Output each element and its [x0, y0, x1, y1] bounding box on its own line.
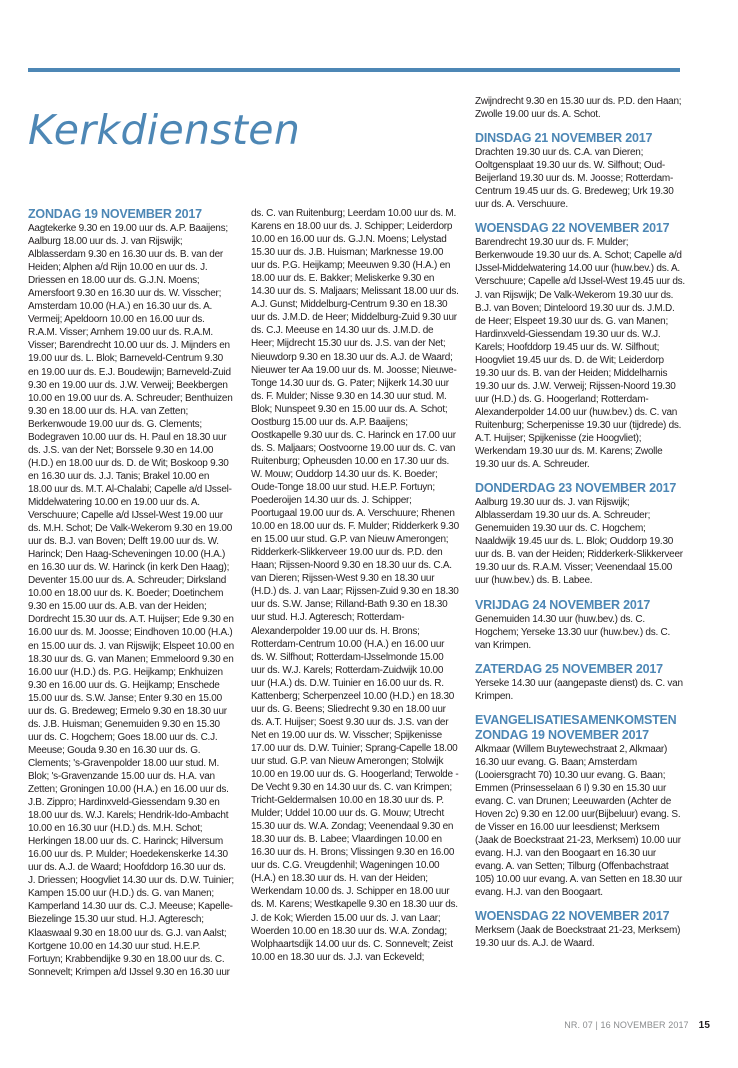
service-list: Genemuiden 14.30 uur (huw.bev.) ds. C. Hogchem; Yerseke 13.30 uur (huw.bev.) ds. C. van Krimpen. — [475, 613, 671, 651]
column-1 — [28, 207, 234, 979]
service-list: Aalburg 19.30 uur ds. J. van Rijswijk; Alblasserdam 19.30 uur ds. A. Schreuder; Genemuiden 19.30 uur ds. C. Hogchem; Naaldwijk 19.45 uur ds. L. Blok; Ouddorp 19.30 uur ds. B. van der Heiden; Ridderkerk-Slikkerveer 19.30 uur ds. R.A.M. Visser; Veenendaal 15.00 uur (huw.bev.) ds. B. Labee. — [475, 497, 683, 587]
day-heading: ZATERDAG 25 NOVEMBER 2017 — [475, 661, 663, 676]
issue-info: NR. 07 | 16 NOVEMBER 2017 — [564, 1020, 689, 1030]
service-list: Aagtekerke 9.30 en 19.00 uur ds. A.P. Baaijens; Aalburg 18.00 uur ds. J. van Rijswijk; Alblasserdam 9.30 en 16.30 uur ds. B. van der Heiden; Alphen a/d Rijn 10.00 en uur ds. J. Driessen en 18.00 uur ds. G.J.N. Moens; Amersfoort 9.30 en 16.30 uur ds. W. Visscher; Amsterdam 10.00 (H.A.) en 16.30 uur ds. A. Vermeij; Apeldoorn 10.00 en 16.00 uur ds. R.A.M. Visser; Arnhem 19.00 uur ds. R.A.M. Visser; Barendrecht 10.00 uur ds. J. Mijnders en 19.00 uur ds. L. Blok; Barneveld-Centrum 9.30 en 19.00 uur ds. E.J. Boudewijn; Barneveld-Zuid 9.30 en 19.00 uur ds. J.W. Verweij; Beekbergen 10.00 en 19.00 uur ds. A. Schreuder; Benthuizen 9.30 en 18.00 uur ds. H.A. van Zetten; Berkenwoude 19.00 uur ds. G. Clements; Bodegraven 10.00 uur ds. H. Paul en 18.30 uur ds. J.S. van der Net; Borssele 9.30 en 14.00 (H.D.) en 18.00 uur ds. D. de Wit; Boskoop 9.30 en 16.30 uur ds. J.J. Tanis; Brakel 10.00 en 18.00 uur ds. M.T. Al-Chalabi; Capelle a/d IJssel-Middelwatering 10.00 en 19.00 uur ds. A. Verschuure; Capelle a/d IJssel-West 19.00 uur ds. M.H. Schot; De Valk-Wekerom 9.30 en 19.00 uur ds. B.J. van Boven; Delft 19.00 uur ds. W. Harinck; Den Haag-Scheveningen 10.00 (H.A.) en 16.30 uur ds. W. Harinck (in kerk Den Haag); Deventer 15.00 uur ds. A. Schreuder; Dirksland 10.00 en 18.00 uur ds. K. Boeder; Doetinchem 9.30 en 15.00 uur ds. A.B. van der Heiden; Dordrecht 15.30 uur ds. A.T. Huijser; Ede 9.30 en 16.00 uur ds. M. Joosse; Eindhoven 10.00 (H.A.) en 15.00 uur ds. J. van Rijswijk; Elspeet 10.00 en 18.30 uur ds. G. van Manen; Emmeloord 9.30 en 16.00 uur (H.D.) ds. P.G. Heijkamp; Enkhuizen 9.30 en 16.00 uur ds. G. Heijkamp; Enschede 15.00 uur ds. S.W. Janse; Enter 9.30 en 15.00 uur ds. G. Bredeweg; Ermelo 9.30 en 18.30 uur ds. J.B. Huisman; Genemuiden 9.30 en 15.30 uur ds. C. Hogchem; Goes 18.00 uur ds. C.J. Meeuse; Gouda 9.30 en 16.30 uur ds. G. Clements; 's-Gravenpolder 18.00 uur stud. M. Blok; 's-Gravenzande 15.00 uur ds. H.A. van Zetten; Groningen 10.00 (H.A.) en 16.00 uur ds. J.B. Zippro; Hardinxveld-Giessendam 9.30 en 18.00 uur ds. W.J. Karels; Hendrik-Ido-Ambacht 10.00 en 16.30 uur (H.D.) ds. M.H. Schot; Herkingen 18.00 uur ds. C. Harinck; Hilversum 16.00 uur ds. P. Mulder; Hoedekenskerke 14.30 uur ds. A.J. de Waard; Hoofddorp 16.30 uur ds. J. Driessen; Hoogvliet 14.30 uur ds. D.W. Tuinier; Kampen 15.00 uur (H.D.) ds. G. van Manen; Kamperland 14.30 uur ds. C.J. Meeuse; Kapelle-Biezelinge 15.30 uur stud. H.J. Agteresch; Klaaswaal 9.30 en 18.00 uur ds. G.J. van Aalst; Kortgene 10.00 en 14.30 uur stud. H.E.P. Fortuyn; Krabbendijke 9.30 en 18.00 uur ds. C. Sonnevelt; Krimpen a/d IJssel 9.30 en 16.30 uur — [28, 223, 234, 978]
service-list: Drachten 19.30 uur ds. C.A. van Dieren; Ooltgensplaat 19.30 uur ds. W. Silfhout; Oud-Beijerland 19.30 uur ds. M. Joosse; Rotterdam-Centrum 19.45 uur ds. G. Bredeweg; Urk 19.30 uur ds. A. Verschuure. — [475, 147, 674, 211]
page-footer — [520, 1020, 710, 1031]
day-heading: VRIJDAG 24 NOVEMBER 2017 — [475, 597, 651, 612]
day-heading: ZONDAG 19 NOVEMBER 2017 — [475, 727, 649, 742]
day-heading: WOENSDAG 22 NOVEMBER 2017 — [475, 221, 670, 236]
service-list: Alkmaar (Willem Buytewechstraat 2, Alkmaar) 16.30 uur evang. G. Baan; Amsterdam (Looiersgracht 70) 10.30 uur evang. G. Baan; Emmen (Prinsesselaan 6 I) 9.30 en 15.30 uur evang. C. van Drunen; Leeuwarden (Achter de Hoven 2c) 9.30 en 12.00 uur(Bijbeluur) evang. S. de Visser en 16.00 uur leesdienst; Merksem (Jaak de Boeckstraat 21-23, Merksem) 10.00 uur evang. H.J. van den Boogaart en 16.30 uur evang. A. van Setten; Tilburg (Offenbachstraat 105) 10.00 uur evang. A. van Setten en 18.30 uur evang. H.J. van den Boogaart. — [475, 743, 683, 899]
day-heading: DONDERDAG 23 NOVEMBER 2017 — [475, 481, 677, 496]
service-list: Yerseke 14.30 uur (aangepaste dienst) ds. C. van Krimpen. — [475, 677, 683, 702]
service-list: Barendrecht 19.30 uur ds. F. Mulder; Berkenwoude 19.30 uur ds. A. Schot; Capelle a/d IJssel-Middelwatering 14.00 uur (huw.bev.) ds. A. Verschuure; Capelle a/d IJssel-West 19.45 uur ds. J. van Rijswijk; De Valk-Wekerom 19.30 uur ds. B.J. van Boven; Dinteloord 19.30 uur ds. J.M.D. de Heer; Elspeet 19.30 uur ds. G. van Manen; Hardinxveld-Giessendam 19.30 uur ds. W.J. Karels; Hoofddorp 19.45 uur ds. W. Silfhout; Hoogvliet 19.45 uur ds. D. de Wit; Leiderdorp 19.30 uur ds. B. van der Heiden; Middelharnis 19.30 uur ds. J.W. Verweij; Rijssen-Noord 19.30 uur (H.D.) ds. G. Hoogerland; Rotterdam-Alexanderpolder 14.00 uur (huw.bev.) ds. C. van Ruitenburg; Scherpenisse 19.30 uur (tijdrede) ds. A.T. Huijser; Spijkenisse (zie Hoogvliet); Werkendam 19.30 uur ds. M. Karens; Zwolle 19.30 uur ds. A. Schreuder. — [475, 237, 685, 471]
service-list: ds. C. van Ruitenburg; Leerdam 10.00 uur ds. M. Karens en 18.00 uur ds. J. Schipper; Leiderdorp 10.00 en 16.00 uur ds. G.J.N. Moens; Lelystad 15.30 uur ds. J.B. Huisman; Marknesse 19.00 uur ds. P.G. Heijkamp; Meeuwen 9.30 (H.A.) en 18.00 uur ds. E. Bakker; Meliskerke 9.30 en 14.30 uur ds. S. Maljaars; Melissant 18.00 uur ds. A.J. Gunst; Middelburg-Centrum 9.30 en 18.30 uur ds. J.M.D. de Heer; Middelburg-Zuid 9.30 uur ds. C.J. Meeuse en 14.30 uur ds. J.M.D. de Heer; Mijdrecht 15.30 uur ds. J.S. van der Net; Nieuwdorp 9.30 en 18.30 uur ds. A.J. de Waard; Nieuwer ter Aa 19.00 uur ds. M. Joosse; Nieuwe-Tonge 14.30 uur ds. G. Pater; Nijkerk 14.30 uur ds. F. Mulder; Nisse 9.30 en 14.30 uur stud. M. Blok; Nunspeet 9.30 en 15.00 uur ds. A. Schot; Oostburg 15.00 uur ds. A.P. Baaijens; Oostkapelle 9.30 uur ds. C. Harinck en 17.00 uur ds. S. Maljaars; Oostvoorne 19.00 uur ds. C. van Ruitenburg; Opheusden 10.00 en 17.30 uur ds. W. Mouw; Ouddorp 14.30 uur ds. K. Boeder; Oude-Tonge 18.00 uur stud. H.E.P. Fortuyn; Poederoijen 14.30 uur ds. J. Schipper; Poortugaal 19.00 uur ds. A. Verschuure; Rhenen 10.00 en 18.00 uur ds. F. Mulder; Ridderkerk 9.30 en 15.00 uur stud. G.P. van Nieuw Amerongen; Ridderkerk-Slikkerveer 19.00 uur ds. P.D. den Haan; Rijssen-Noord 9.30 en 18.30 uur ds. C.A. van Dieren; Rijssen-West 9.30 en 18.30 uur (H.D.) ds. J. van Laar; Rijssen-Zuid 9.30 en 18.30 uur ds. S.W. Janse; Rilland-Bath 9.30 en 18.30 uur stud. H.J. Agteresch; Rotterdam-Alexanderpolder 19.00 uur ds. H. Brons; Rotterdam-Centrum 10.00 (H.A.) en 16.00 uur ds. W. Silfhout; Rotterdam-IJsselmonde 15.00 uur ds. W.J. Karels; Rotterdam-Zuidwijk 10.00 uur (H.A.) ds. D.W. Tuinier en 16.00 uur ds. R. Kattenberg; Scherpenzeel 10.00 (H.D.) en 18.30 uur ds. G. Beens; Sliedrecht 9.30 en 18.00 uur ds. A.T. Huijser; Soest 9.30 uur ds. J.S. van der Net en 19.00 uur ds. W. Visscher; Spijkenisse 17.00 uur ds. D.W. Tuinier; Sprang-Capelle 18.00 uur stud. G.P. van Nieuw Amerongen; Stolwijk 10.00 en 19.00 uur ds. G. Hoogerland; Terwolde - De Vecht 9.30 en 14.30 uur ds. C. van Krimpen; Tricht-Geldermalsen 10.00 en 18.30 uur ds. P. Mulder; Uddel 10.00 uur ds. G. Mouw; Utrecht 15.30 uur ds. W.A. Zondag; Veenendaal 9.30 en 18.30 uur ds. B. Labee; Vlaardingen 10.00 en 16.30 uur ds. H. Brons; Vlissingen 9.30 en 16.00 uur ds. C.G. Vreugdenhil; Wageningen 10.00 (H.A.) en 18.30 uur ds. H. van der Heiden; Werkendam 10.00 ds. J. Schipper en 18.00 uur ds. M. Karens; Westkapelle 9.30 en 18.30 uur ds. J. de Kok; Wierden 15.00 uur ds. J. van Laar; Woerden 10.00 en 18.30 uur ds. W.A. Zondag; Wolphaartsdijk 14.00 uur ds. C. Sonnevelt; Zeist 10.00 en 18.30 uur ds. J.J. van Eckeveld; — [251, 208, 459, 963]
day-heading: DINSDAG 21 NOVEMBER 2017 — [475, 131, 653, 146]
service-list: Zwijndrecht 9.30 en 15.30 uur ds. P.D. den Haan; Zwolle 19.00 uur ds. A. Schot. — [475, 96, 682, 121]
page-title: Kerkdiensten — [28, 106, 301, 154]
top-rule — [28, 68, 680, 72]
page-number: 15 — [698, 1020, 710, 1031]
column-2 — [251, 207, 459, 964]
service-list: Merksem (Jaak de Boeckstraat 21-23, Merksem) 19.30 uur ds. A.J. de Waard. — [475, 925, 681, 950]
section-heading: EVANGELISATIESAMENKOMSTEN — [475, 712, 677, 727]
column-3 — [475, 95, 685, 950]
day-heading: ZONDAG 19 NOVEMBER 2017 — [28, 207, 202, 221]
day-heading: WOENSDAG 22 NOVEMBER 2017 — [475, 909, 670, 924]
